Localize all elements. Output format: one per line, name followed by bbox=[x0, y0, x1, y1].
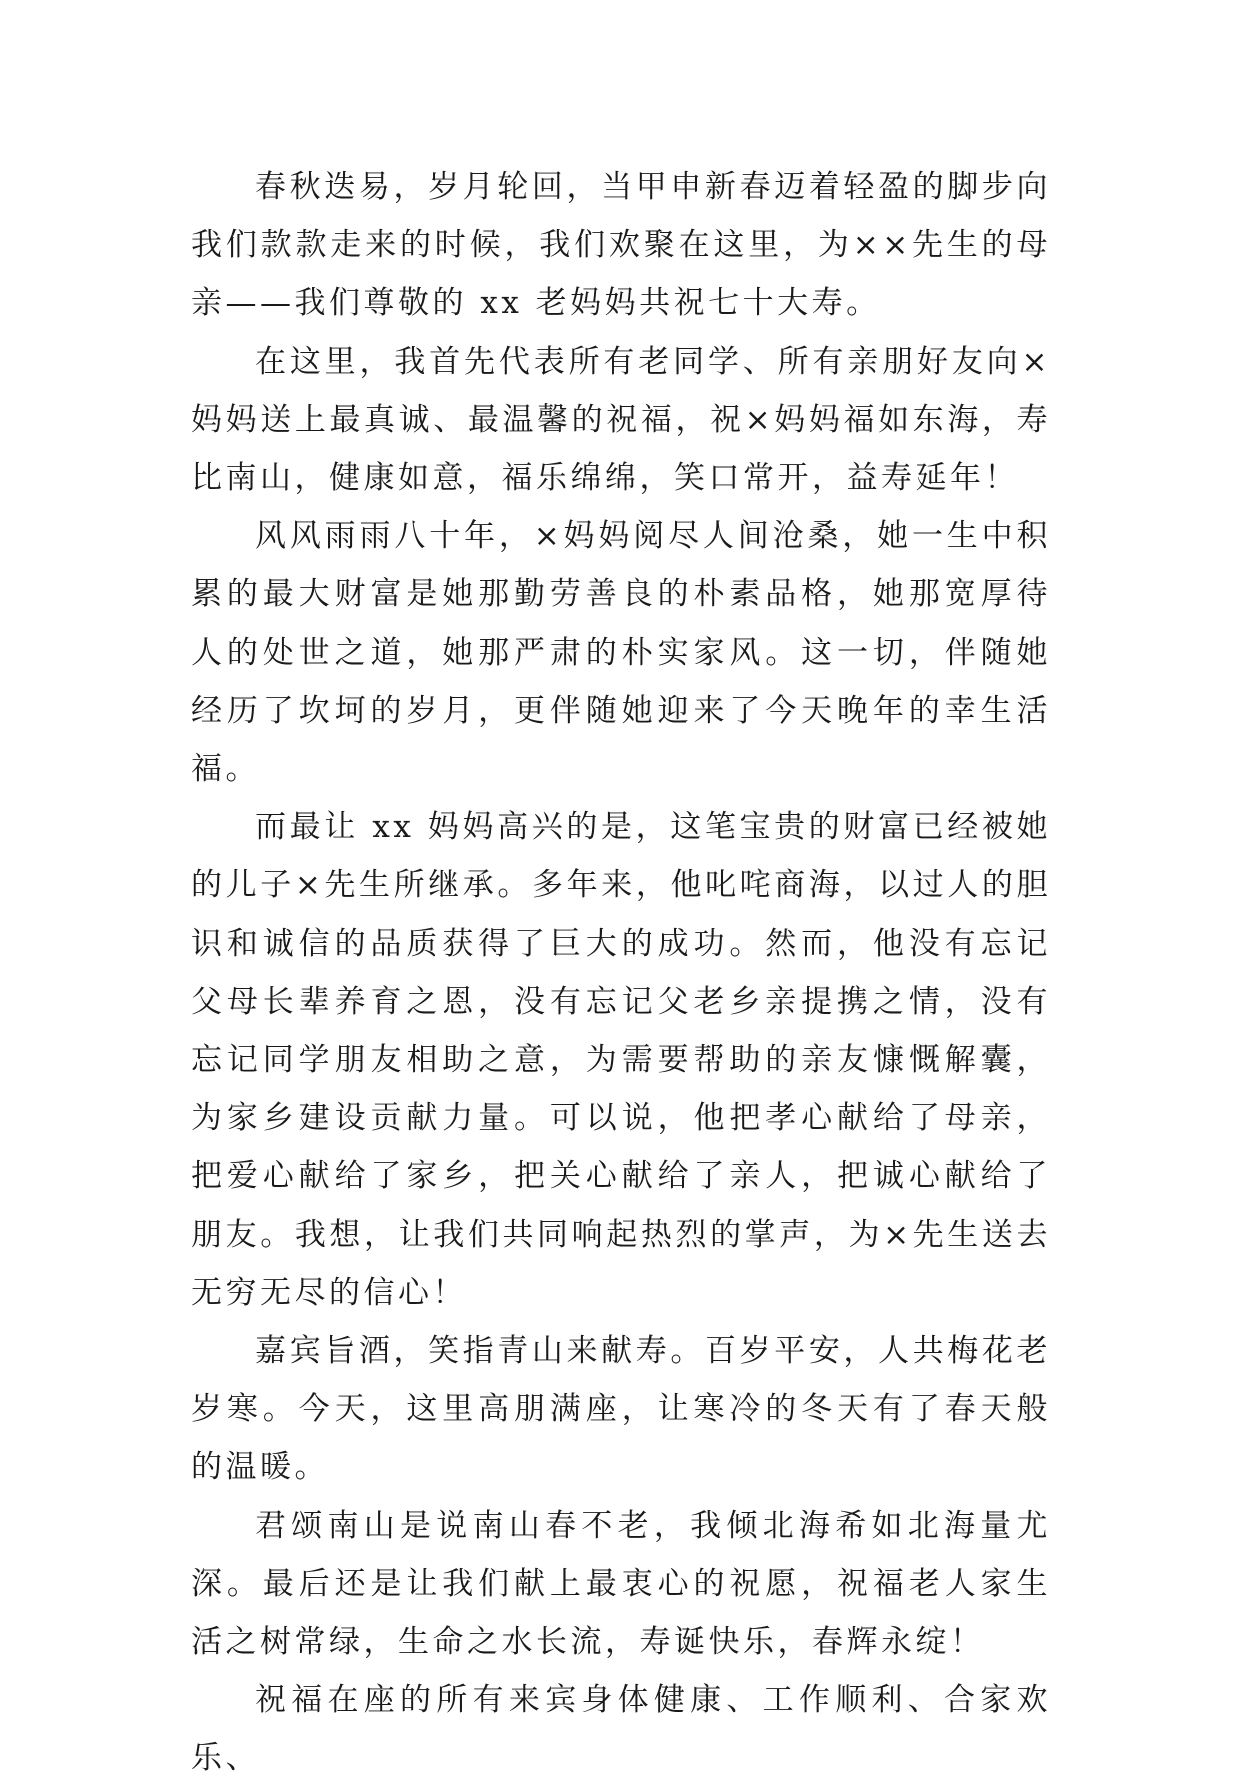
paragraph-3: 风风雨雨八十年，×妈妈阅尽人间沧桑，她一生中积累的最大财富是她那勤劳善良的朴素品格，她那宽厚待人的处世之道，她那严肃的朴实家风。这一切，伴随她经历了坎坷的岁月，更伴随她迎来了今天晚年的幸生活福。 bbox=[191, 518, 1051, 788]
paragraph-4: 而最让 xx 妈妈高兴的是，这笔宝贵的财富已经被她的儿子×先生所继承。多年来，他叱咤商海，以过人的胆识和诚信的品质获得了巨大的成功。然而，他没有忘记父母长辈养育之恩，没有忘记父老乡亲提携之情，没有忘记同学朋友相助之意，为需要帮助的亲友慷慨解囊，为家乡建设贡献力量。可以说，他把孝心献给了母亲，把爱心献给了家乡，把关心献给了亲人，把诚心献给了朋友。我想，让我们共同响起热烈的掌声，为×先生送去无穷无尽的信心！ bbox=[191, 809, 1051, 1311]
paragraph-7: 祝福在座的所有来宾身体健康、工作顺利、合家欢乐、 bbox=[191, 1682, 1051, 1777]
paragraph-1: 春秋迭易，岁月轮回，当甲申新春迈着轻盈的脚步向我们款款走来的时候，我们欢聚在这里，为××先生的母亲——我们尊敬的 xx 老妈妈共祝七十大寿。 bbox=[191, 169, 1051, 322]
paragraph-5: 嘉宾旨酒，笑指青山来献寿。百岁平安，人共梅花老岁寒。今天，这里高朋满座，让寒冷的冬天有了春天般的温暖。 bbox=[191, 1333, 1051, 1486]
paragraph-2: 在这里，我首先代表所有老同学、所有亲朋好友向×妈妈送上最真诚、最温馨的祝福，祝×妈妈福如东海，寿比南山，健康如意，福乐绵绵，笑口常开，益寿延年！ bbox=[191, 343, 1051, 497]
paragraph-6: 君颂南山是说南山春不老，我倾北海希如北海量尤深。最后还是让我们献上最衷心的祝愿，祝福老人家生活之树常绿，生命之水长流，寿诞快乐，春辉永绽！ bbox=[191, 1507, 1051, 1661]
document-body bbox=[191, 158, 1051, 1788]
